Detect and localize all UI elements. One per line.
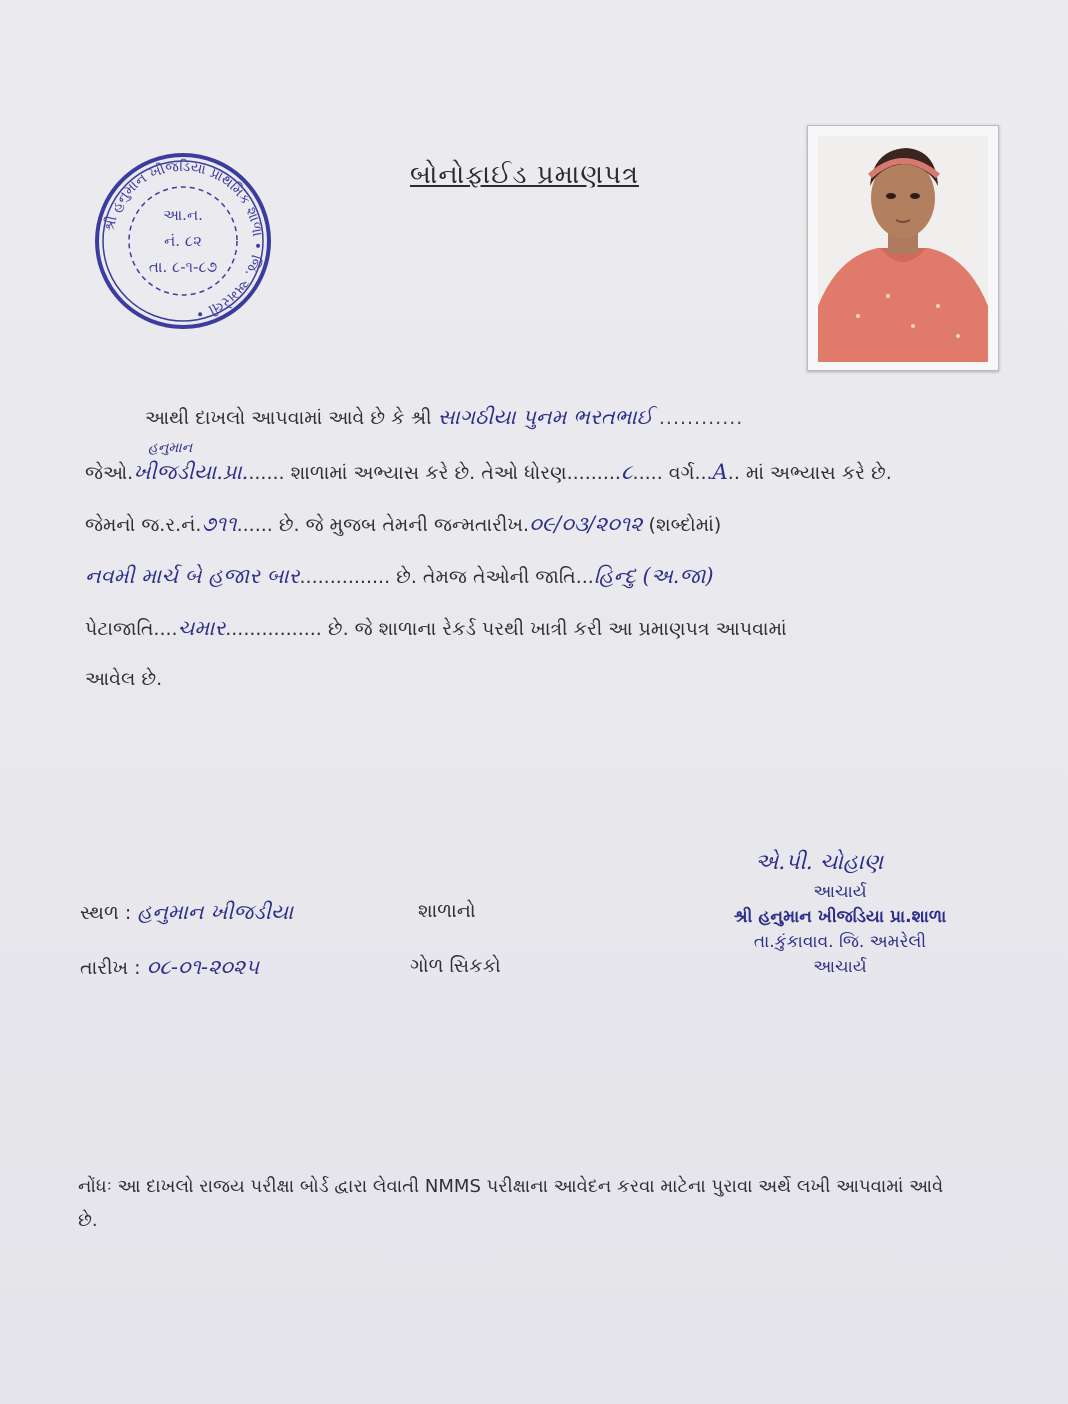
- school-abbrev: ખીજડીયા.પ્રા.: [133, 460, 249, 484]
- body-line-5: પેટાજાતિ....ચમાર................ છે. જે શાળાના રેકર્ડ પરથી ખાત્રી કરી આ પ્રમાણપત્ર આપવામાં: [85, 616, 787, 640]
- seal-ring-text: શ્રી હનુમાન ખીજડિયા પ્રાથમિક શાળા • જિ. અમરેલી •: [101, 158, 266, 322]
- stamp-line-1: આચાર્ય: [813, 882, 867, 902]
- birth-date: ૦૯/૦૩/૨૦૧૨: [529, 512, 643, 536]
- student-photo: [807, 125, 999, 371]
- division-value: A: [712, 460, 728, 484]
- principal-signature: એ.પી. ચોહાણ: [755, 850, 884, 875]
- school-name-insert: હનુમાન: [148, 440, 193, 456]
- date-value: ૦૮-૦૧-૨૦૨૫: [146, 955, 260, 979]
- subcaste-value: ચમાર: [177, 616, 226, 640]
- round-seal-label: ગોળ સિકકો: [410, 955, 501, 977]
- caste-value: હિન્દુ (અ.જા): [593, 564, 714, 588]
- gr-number: ૭૧૧: [201, 512, 237, 536]
- certificate-title: બોનોફાઈડ પ્રમાણપત્ર: [410, 160, 639, 190]
- body-line-3: જેમનો જ.ર.નં.૭૧૧...... છે. જે મુજબ તેમની જન્મતારીખ.૦૯/૦૩/૨૦૧૨ (શબ્દોમાં): [85, 512, 722, 536]
- place-value: હનુમાન ખીજડીયા: [137, 900, 294, 924]
- seal-date: તા. ૮-૧-૮૭: [148, 258, 218, 276]
- stamp-line-2: શ્રી હનુમાન ખીજડિયા પ્રા.શાળા: [733, 907, 947, 927]
- date-row: તારીખ : ૦૮-૦૧-૨૦૨૫: [80, 955, 260, 979]
- footnote: નોંધઃ આ દાખલો રાજય પરીક્ષા બોર્ડ દ્વારા લેવાતી NMMS પરીક્ષાના આવેદન કરવા માટેના પુરાવા અર્થે લખી આપવામાં આવે છે.: [78, 1176, 944, 1231]
- school-seal: [92, 150, 274, 332]
- seal-center-top: આ.ન.: [163, 206, 203, 224]
- body-line-1: આથી દાખલો આપવામાં આવે છે કે શ્રી સાગઠીયા પુનમ ભરતભાઈ ............: [145, 405, 744, 429]
- student-name: સાગઠીયા પુનમ ભરતભાઈ: [437, 405, 653, 429]
- school-stamp-label: શાળાનો: [418, 900, 476, 922]
- principal-stamp: [690, 880, 990, 980]
- stamp-line-3: તા.કુંકાવાવ. જિ. અમરેલી: [753, 932, 927, 952]
- stamp-line-4: આચાર્ય: [813, 957, 867, 977]
- body-line-6: આવેલ છે.: [85, 668, 163, 690]
- birth-date-words: નવમી માર્ચ બે હજાર બાર: [85, 564, 300, 588]
- seal-number: નં. ૮૨: [164, 232, 202, 250]
- place-row: સ્થળ : હનુમાન ખીજડીયા: [80, 900, 294, 924]
- body-line-2: જેઓ.ખીજડીયા.પ્રા....... શાળામાં અભ્યાસ કરે છે. તેઓ ધોરણ.........૮..... વર્ગ...A.. માં અભ્યાસ કરે છે.: [85, 460, 892, 484]
- standard-value: ૮: [620, 460, 633, 484]
- body-line-4: નવમી માર્ચ બે હજાર બાર............... છે. તેમજ તેઓની જાતિ...હિન્દુ (અ.જા): [85, 564, 714, 588]
